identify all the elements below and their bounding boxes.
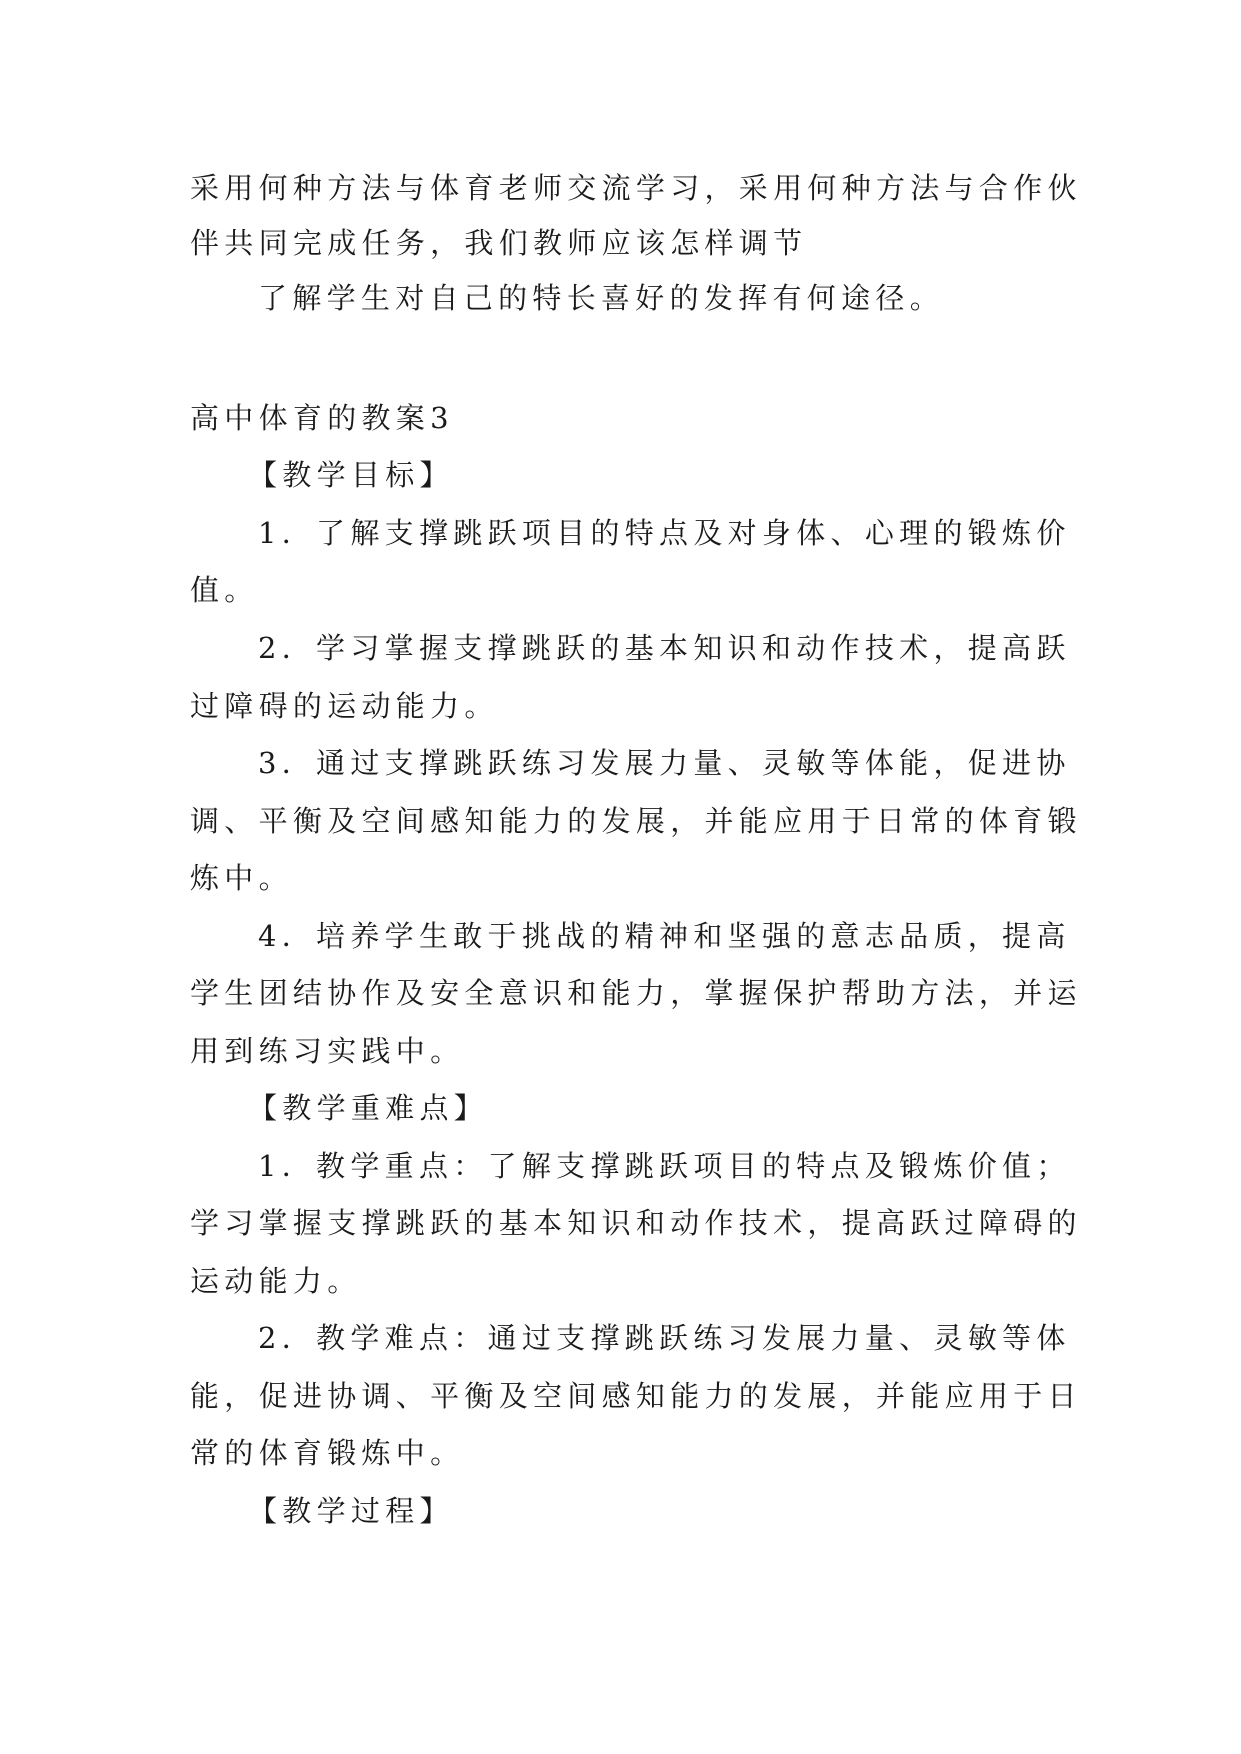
list-item-line: 过障碍的运动能力。 [190, 689, 499, 723]
list-item-line: 4．培养学生敢于挑战的精神和坚强的意志品质，提高 [258, 919, 1071, 953]
list-item-line: 值。 [190, 573, 259, 607]
paragraph-line: 伴共同完成任务，我们教师应该怎样调节 [190, 226, 808, 260]
list-item-line: 2．教学难点：通过支撑跳跃练习发展力量、灵敏等体 [258, 1321, 1071, 1355]
list-item-line: 学习掌握支撑跳跃的基本知识和动作技术，提高跃过障碍的 [190, 1206, 1082, 1240]
list-item-line: 用到练习实践中。 [190, 1034, 465, 1068]
paragraph-line: 了解学生对自己的特长喜好的发挥有何途径。 [258, 281, 945, 315]
list-item-line: 2．学习掌握支撑跳跃的基本知识和动作技术，提高跃 [258, 631, 1071, 665]
list-item-line: 调、平衡及空间感知能力的发展，并能应用于日常的体育锻 [190, 804, 1082, 838]
list-item-line: 炼中。 [190, 861, 293, 895]
subsection-heading: 【教学过程】 [248, 1494, 454, 1528]
subsection-heading: 【教学目标】 [248, 458, 454, 492]
list-item-line: 1．教学重点：了解支撑跳跃项目的特点及锻炼价值； [258, 1149, 1071, 1183]
list-item-line: 能，促进协调、平衡及空间感知能力的发展，并能应用于日 [190, 1379, 1082, 1413]
list-item-line: 1．了解支撑跳跃项目的特点及对身体、心理的锻炼价 [258, 516, 1071, 550]
section-heading: 高中体育的教案3 [190, 401, 454, 435]
list-item-line: 学生团结协作及安全意识和能力，掌握保护帮助方法，并运 [190, 976, 1082, 1010]
list-item-line: 常的体育锻炼中。 [190, 1436, 465, 1470]
list-item-line: 3．通过支撑跳跃练习发展力量、灵敏等体能，促进协 [258, 746, 1071, 780]
list-item-line: 运动能力。 [190, 1264, 362, 1298]
subsection-heading: 【教学重难点】 [248, 1091, 489, 1125]
paragraph-line: 采用何种方法与体育老师交流学习，采用何种方法与合作伙 [190, 171, 1082, 205]
